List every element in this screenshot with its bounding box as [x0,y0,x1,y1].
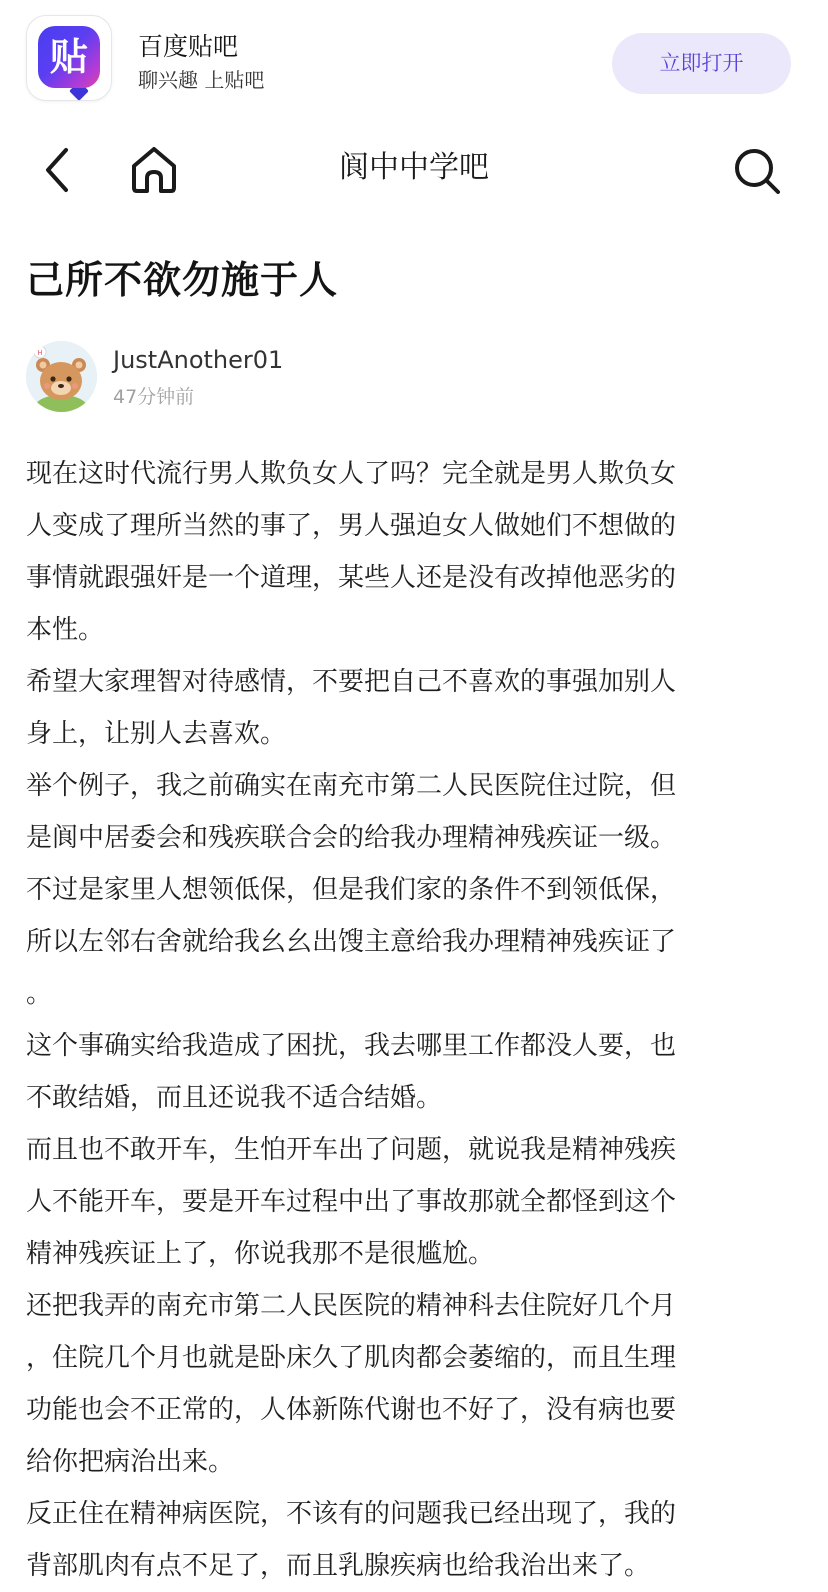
post-body-line: 反正住在精神病医院，不该有的问题我已经出现了，我的 [26,1499,677,1529]
post-body-line: 功能也会不正常的，人体新陈代谢也不好了，没有病也要 [26,1395,677,1425]
app-icon-badge [38,26,100,88]
post-body [26,448,796,1592]
post-body-line: 背部肌肉有点不足了，而且乳腺疾病也给我治出来了。 [26,1551,651,1581]
app-download-banner[interactable] [0,0,828,118]
app-icon-glyph: 贴 [49,35,88,79]
post-body-line: 事情就跟强奸是一个道理，某些人还是没有改掉他恶劣的 [26,563,677,593]
post-body-line: 不过是家里人想领低保，但是我们家的条件不到领低保， [26,875,677,905]
app-name: 百度贴吧 [138,32,239,61]
nav-bar [0,118,828,222]
post-body-line: 而且也不敢开车，生怕开车出了问题，就说我是精神残疾 [26,1135,677,1165]
post-body-line: 人不能开车，要是开车过程中出了事故那就全都怪到这个 [26,1187,677,1217]
post-body-line: 举个例子，我之前确实在南充市第二人民医院住过院，但 [26,771,677,801]
post-body-line: 希望大家理智对待感情，不要把自己不喜欢的事强加别人 [26,667,677,697]
avatar[interactable] [26,341,97,412]
post-body-line: 人变成了理所当然的事了，男人强迫女人做她们不想做的 [26,511,677,541]
open-app-button[interactable]: 立即打开 [612,33,791,94]
post-timestamp: 47分钟前 [113,386,195,408]
post-body-line: 所以左邻右舍就给我幺幺出馊主意给我办理精神残疾证了 [26,927,677,957]
post-body-line: 精神残疾证上了，你说我那不是很尴尬。 [26,1239,495,1269]
post-body-line: 不敢结婚，而且还说我不适合结婚。 [26,1083,443,1113]
post-body-line: 是阆中居委会和残疾联合会的给我办理精神残疾证一级。 [26,823,677,853]
post-body-line: 给你把病治出来。 [26,1447,235,1477]
bear-avatar-illustration [26,341,97,412]
back-icon[interactable] [36,146,80,194]
tieba-app-icon[interactable] [26,15,112,101]
post-body-line: 。 [26,979,53,1009]
home-icon[interactable] [128,144,180,196]
post-body-line: 这个事确实给我造成了困扰，我去哪里工作都没人要，也 [26,1031,677,1061]
forum-title: 阆中中学吧 [339,150,489,185]
post-title: 己所不欲勿施于人 [26,258,339,302]
post-body-line: 现在这时代流行男人欺负女人了吗？完全就是男人欺负女 [26,459,677,489]
post-body-line: 还把我弄的南充市第二人民医院的精神科去住院好几个月 [26,1291,677,1321]
svg-text:H: H [37,349,43,357]
app-slogan: 聊兴趣 上贴吧 [138,68,265,92]
post-body-line: 身上，让别人去喜欢。 [26,719,287,749]
author-name[interactable]: JustAnother01 [113,346,284,374]
search-icon[interactable] [730,144,784,198]
post-body-line: 本性。 [26,615,105,645]
post-body-line: ，住院几个月也就是卧床久了肌肉都会萎缩的，而且生理 [26,1343,677,1373]
